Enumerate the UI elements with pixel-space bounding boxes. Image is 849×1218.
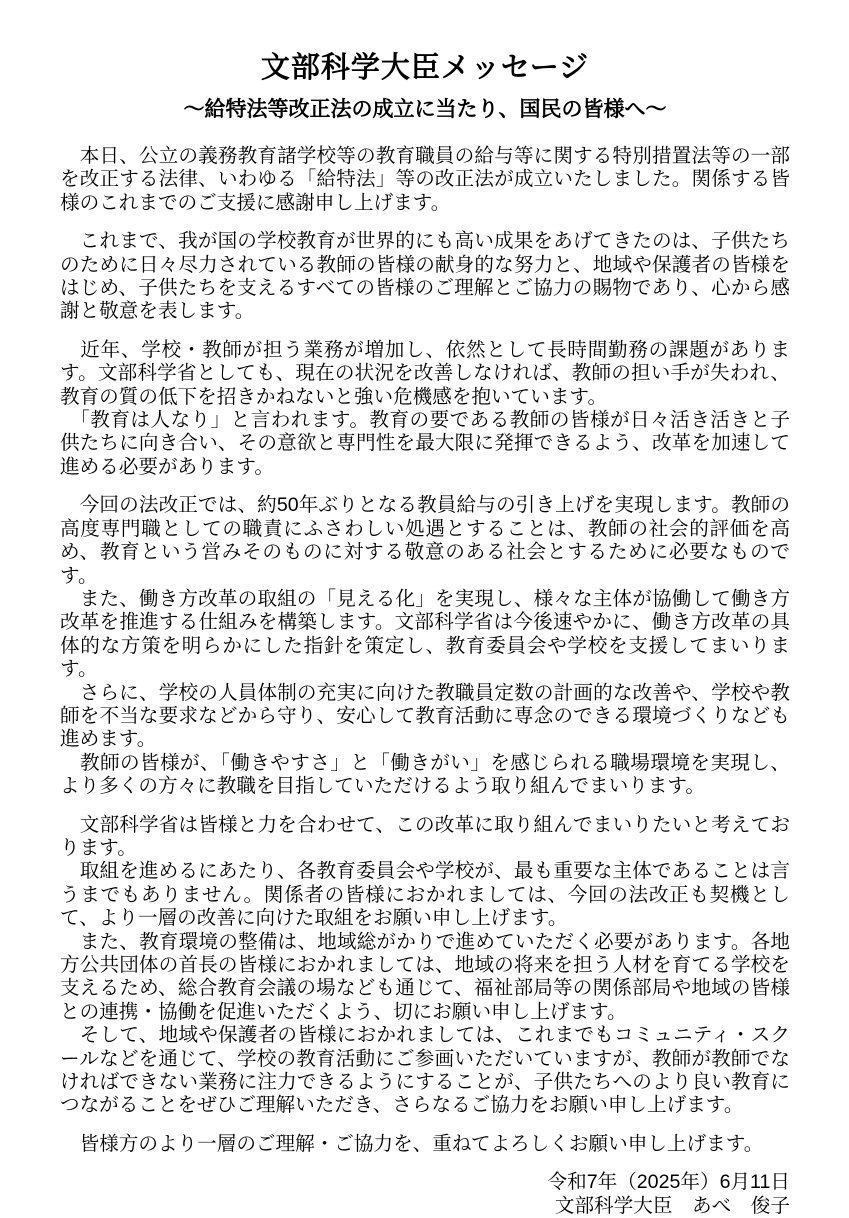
- paragraph: 近年、学校・教師が担う業務が増加し、依然として長時間勤務の課題があります。文部科学省としても、現在の状況を改善しなければ、教師の担い手が失われ、教育の質の低下を招きかねないと強い危機感を抱いています。: [60, 338, 790, 408]
- paragraph-group-5: [60, 814, 790, 1118]
- document-subtitle: ～給特法等改正法の成立に当たり、国民の皆様へ～: [183, 98, 667, 121]
- paragraph: 取組を進めるにあたり、各教育委員会や学校が、最も重要な主体であることは言うまでもありません。関係者の皆様におかれましては、今回の法改正も契機として、より一層の改善に向けた取組をお願い申し上げます。: [60, 860, 790, 930]
- signature-line: 文部科学大臣 あべ 俊子: [554, 1194, 790, 1217]
- paragraph: これまで、我が国の学校教育が世界的にも高い成果をあげてきたのは、子供たちのために日々尽力されている教師の皆様の献身的な努力と、地域や保護者の皆様をはじめ、子供たちを支えるすべての皆様のご理解とご協力の賜物であり、心から感謝と敬意を表します。: [60, 230, 790, 323]
- signoff-block: [60, 1171, 790, 1218]
- paragraph-group-1: [60, 145, 790, 215]
- document-title: 文部科学大臣メッセージ: [260, 52, 590, 84]
- paragraph-group-3: [60, 339, 790, 479]
- paragraph: 教師の皆様が、「働きやすさ」と「働きがい」を感じられる職場環境を実現し、より多くの方々に教職を目指していただけるよう取り組んでまいります。: [60, 751, 790, 798]
- document-body: [60, 145, 790, 1218]
- paragraph: 皆様方のより一層のご理解・ご協力を、重ねてよろしくお願い申し上げます。: [60, 1132, 764, 1155]
- paragraph: 本日、公立の義務教育諸学校等の教育職員の給与等に関する特別措置法等の一部を改正する法律、いわゆる「給特法」等の改正法が成立いたしました。関係する皆様のこれまでのご支援に感謝申し上げます。: [60, 145, 790, 214]
- paragraph: そして、地域や保護者の皆様におかれましては、これまでもコミュニティ・スクールなどを通じて、学校の教育活動にご参画いただいていますが、教師が教師でなければできない業務に注力できるようにすることが、子供たちへのより良い教育につながることをぜひご理解いただき、さらなるご協力をお願い申し上げます。: [60, 1024, 790, 1117]
- paragraph: 今回の法改正では、約50年ぶりとなる教員給与の引き上げを実現します。教師の高度専門職としての職責にふさわしい処遇とすることは、教師の社会的評価を高め、教育という営みそのものに対する敬意のある社会とするために必要なものです。: [60, 494, 790, 587]
- paragraph: さらに、学校の人員体制の充実に向けた教職員定数の計画的な改善や、学校や教師を不当な要求などから守り、安心して教育活動に専念のできる環境づくりなども進めます。: [60, 681, 790, 751]
- paragraph-group-4: [60, 494, 790, 798]
- date-line: 令和7年（2025年）6月11日: [547, 1171, 790, 1194]
- paragraph: また、教育環境の整備は、地域総がかりで進めていただく必要があります。各地方公共団体の首長の皆様におかれましては、地域の将来を担う人材を育てる学校を支えるため、総合教育会議の場なども通じて、福祉部局等の関係部局や地域の皆様との連携・協働を促進いただくよう、切にお願い申し上げます。: [60, 930, 790, 1023]
- paragraph: 「教育は人なり」と言われます。教育の要である教師の皆様が日々活き活きと子供たちに向き合い、その意欲と専門性を最大限に発揮できるよう、改革を加速して進める必要があります。: [60, 409, 790, 478]
- paragraph: また、働き方改革の取組の「見える化」を実現し、様々な主体が協働して働き方改革を推進する仕組みを構築します。文部科学省は今後速やかに、働き方改革の具体的な方策を明らかにした指針を策定し、教育委員会や学校を支援してまいります。: [60, 587, 790, 681]
- paragraph-group-2: [60, 230, 790, 324]
- paragraph: 文部科学省は皆様と力を合わせて、この改革に取り組んでまいりたいと考えております。: [60, 813, 790, 859]
- paragraph-group-6: [60, 1133, 790, 1156]
